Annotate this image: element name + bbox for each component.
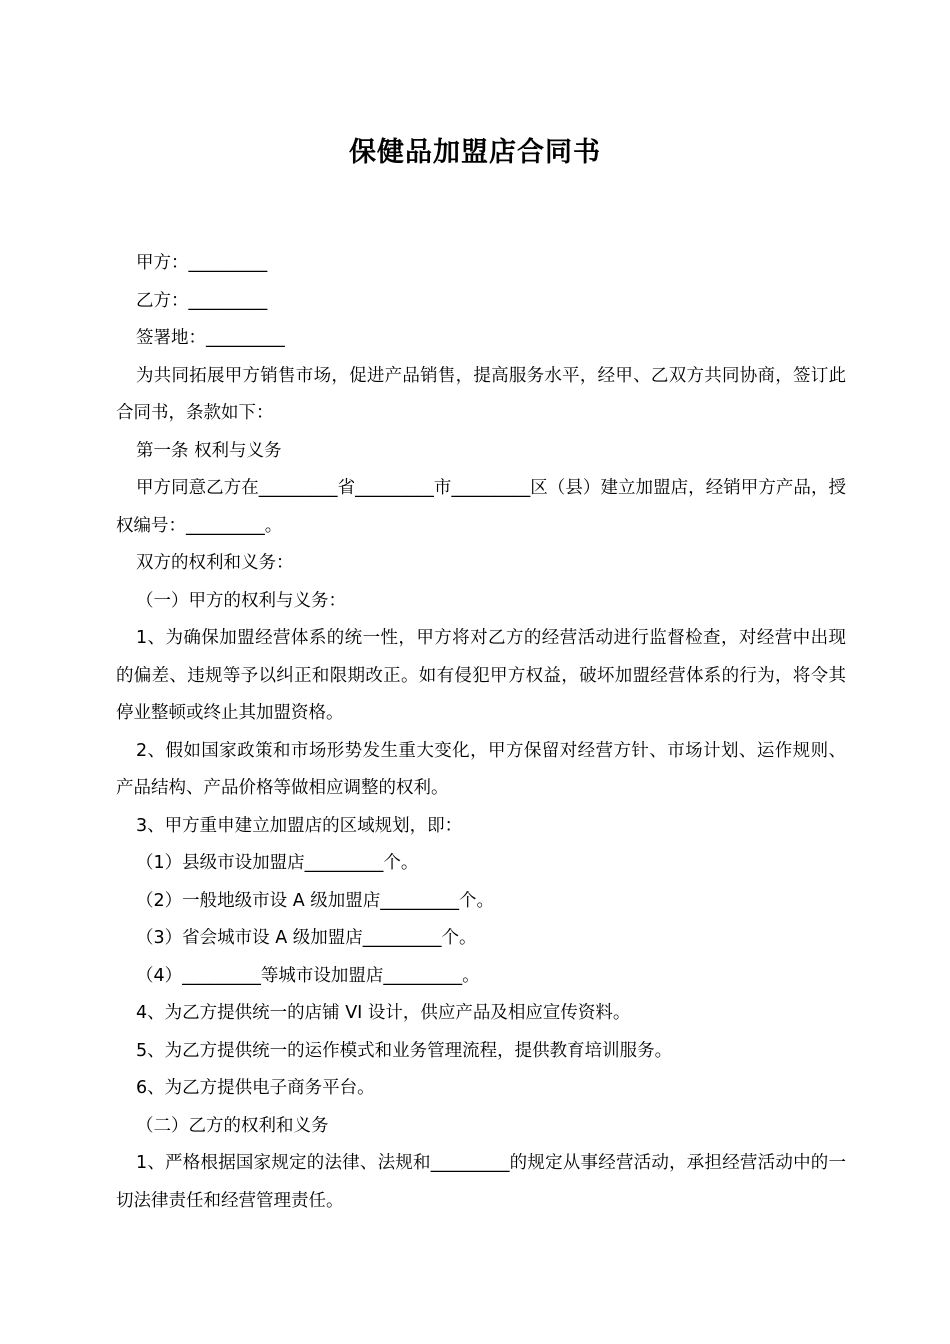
party-b-line: 乙方：_________ xyxy=(136,290,268,311)
preamble-paragraph: 为共同拓展甲方销售市场，促进产品销售，提高服务水平，经甲、乙双方共同协商，签订此合同书，条款如下： xyxy=(116,365,846,423)
article-one-heading: 第一条 权利与义务 xyxy=(136,440,282,461)
party-a-clause-5: 5、为乙方提供统一的运作模式和业务管理流程，提供教育培训服务。 xyxy=(136,1040,673,1061)
planning-item-2: （2）一般地级市设 A 级加盟店_________个。 xyxy=(136,890,494,911)
party-a-section-heading: （一）甲方的权利与义务： xyxy=(136,590,346,611)
party-a-clause-6: 6、为乙方提供电子商务平台。 xyxy=(136,1078,375,1098)
party-a-clause-3: 3、甲方重申建立加盟店的区域规划，即： xyxy=(136,815,463,836)
planning-item-3: （3）省会城市设 A 级加盟店_________个。 xyxy=(136,928,477,948)
document-body xyxy=(116,245,846,1220)
party-b-section-heading: （二）乙方的权利和义务 xyxy=(136,1115,329,1136)
party-a-line: 甲方：_________ xyxy=(136,253,268,273)
party-a-clause-4: 4、为乙方提供统一的店铺 VI 设计，供应产品及相应宣传资料。 xyxy=(136,1003,631,1023)
document-title: 保健品加盟店合同书 xyxy=(349,137,601,168)
rights-obligations-heading: 双方的权利和义务： xyxy=(136,553,294,573)
store-location-paragraph: 甲方同意乙方在_________省_________市_________区（县）建立加盟店，经销甲方产品，授权编号：_________。 xyxy=(116,478,846,536)
party-a-clause-2: 2、假如国家政策和市场形势发生重大变化，甲方保留对经营方针、市场计划、运作规则、产品结构、产品价格等做相应调整的权利。 xyxy=(116,740,846,798)
party-a-clause-1: 1、为确保加盟经营体系的统一性，甲方将对乙方的经营活动进行监督检查，对经营中出现的偏差、违规等予以纠正和限期改正。如有侵犯甲方权益，破坏加盟经营体系的行为，将令其停业整顿或终止其加盟资格。 xyxy=(116,628,846,723)
planning-item-4: （4）_________等城市设加盟店_________。 xyxy=(136,965,480,986)
planning-item-1: （1）县级市设加盟店_________个。 xyxy=(136,853,419,873)
party-b-clause-1: 1、严格根据国家规定的法律、法规和_________的规定从事经营活动，承担经营活动中的一切法律责任和经营管理责任。 xyxy=(116,1153,846,1211)
signing-place-line: 签署地：_________ xyxy=(136,328,285,348)
